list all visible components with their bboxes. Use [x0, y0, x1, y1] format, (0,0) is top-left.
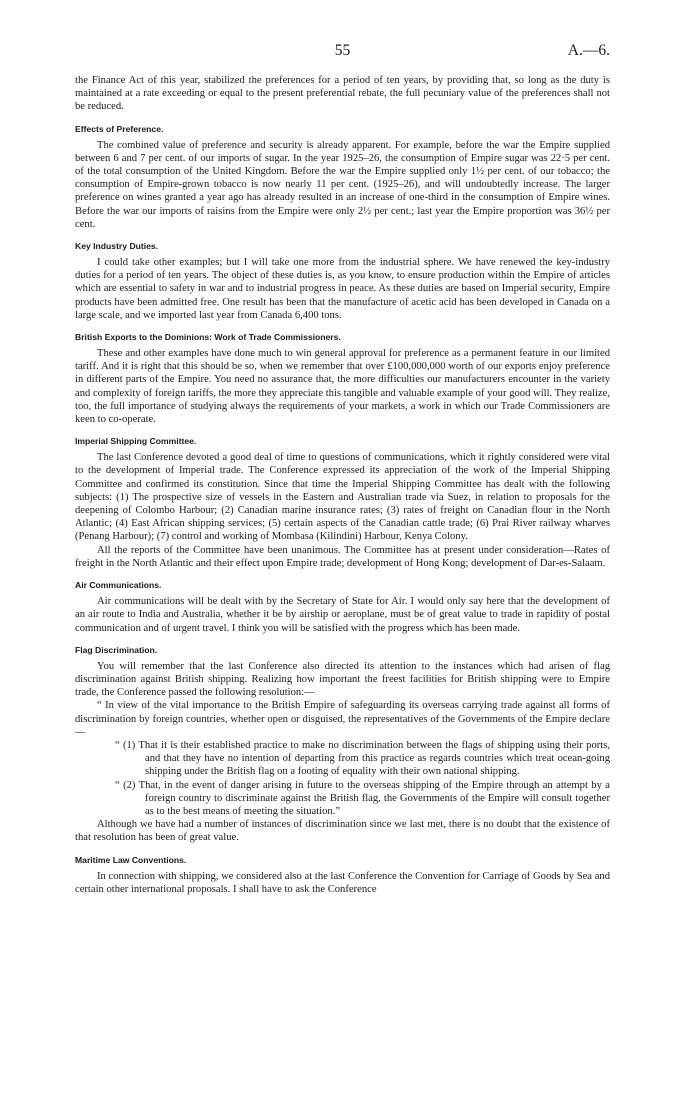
paragraph: These and other examples have done much to win general approval for preference as a permanent feature in our limited tariff. And it is right that this should be so, when we remember that over £100,000,000 worth of our exports enjoy preference in different parts of the Empire. You need no assurance that, the more difficulties our manufacturers encounter in the variety and complexity of foreign tariffs, the more they appreciate this tangible and valuable example of your good will. They realize, too, the full importance of studying always the requirements of your markets, a work in which our Trade Commissioners are keen to co-operate.	[75, 348, 610, 426]
section-heading: Imperial Shipping Committee.	[75, 436, 197, 447]
paragraph: All the reports of the Committee have been unanimous. The Committee has at present under consideration—Rates of freight in the North Atlantic and their effect upon Empire trade; development of Hong Kong; development of Dar-es-Salaam.	[75, 544, 610, 569]
section-heading: Maritime Law Conventions.	[75, 854, 187, 865]
paragraph: In connection with shipping, we considered also at the last Conference the Convention for Carriage of Goods by Sea and certain other international proposals. I shall have to ask the Conference	[75, 870, 610, 895]
paragraph: the Finance Act of this year, stabilized the preferences for a period of ten years, by providing that, so long as the duty is maintained at a rate exceeding or equal to the present preferential rebate, the full pecuniary value of the preferences shall not be reduced.	[75, 75, 610, 113]
resolution-item: “ (1) That it is their established practice to make no discrimination between the flags of shipping using their ports, and that they have no intention of departing from this practice as regards countries which treat ocean-going shipping under the British flag on a footing of equality with their own national shipping.	[115, 739, 610, 778]
section-heading: Air Communications.	[75, 580, 162, 591]
document-reference: A.—6.	[567, 42, 610, 59]
page-header	[75, 42, 610, 62]
section-heading: Flag Discrimination.	[75, 644, 158, 655]
paragraph: The last Conference devoted a good deal of time to questions of communications, which it rightly considered were vital to the development of Imperial trade. The Conference expressed its appreciation of the work of the Imperial Shipping Committee and confirmed its constitution. Since that time the Imperial Shipping Committee has dealt with the following subjects: (1) The prospective size of vessels in the Eastern and Australian trade via Suez, in relation to proposals for the deepening of Colombo Harbour; (2) Canadian marine insurance rates; (3) rates of freight on Canadian flour in the North Atlantic; (4) East African shipping services; (5) certain aspects of the Canadian cattle trade; (6) Prai River railway wharves (Penang Harbour); (7) control and working of Mombasa (Kilindini) Harbour, Kenya Colony.	[75, 452, 610, 543]
paragraph: You will remember that the last Conference also directed its attention to the instances which had arisen of flag discrimination against British shipping. Realizing how important the freest facilities for British shipping were to Empire trade, the Conference passed the following resolution:—	[75, 660, 610, 699]
section-heading: Effects of Preference.	[75, 123, 164, 134]
section-heading: British Exports to the Dominions: Work of Trade Commissioners.	[75, 332, 341, 343]
section-heading: Key Industry Duties.	[75, 241, 159, 252]
paragraph: Although we have had a number of instances of discrimination since we last met, there is no doubt that the existence of that resolution has been of great value.	[75, 819, 610, 844]
page-number: 55	[334, 42, 351, 59]
paragraph: The combined value of preference and security is already apparent. For example, before the war the Empire supplied between 6 and 7 per cent. of our imports of sugar. In the year 1925–26, the consumption of Empire sugar was 22·5 per cent. of the total consumption of the United Kingdom. Before the war the Empire supplied only 1½ per cent. of our tobacco; the consumption of Empire-grown tobacco is now nearly 11 per cent. (1925–26), and will undoubtedly increase. The larger preference on wines granted a year ago has already resulted in an increase of one-third in the consumption of Empire wines. Before the war our imports of raisins from the Empire were only 2½ per cent.; last year the Empire proportion was 36½ per cent.	[75, 139, 610, 230]
resolution-quote: “ In view of the vital importance to the British Empire of safeguarding its overseas carrying trade against all forms of discrimination by foreign countries, whether open or disguised, the representatives of the Governments of the Empire declare—	[75, 700, 610, 738]
resolution-item: “ (2) That, in the event of danger arising in future to the overseas shipping of the Empire through an attempt by a foreign country to discriminate against the British flag, the Governments of the Empire will consult together as to the best means of meeting the situation.”	[115, 779, 610, 817]
document-body	[75, 74, 610, 896]
paragraph: Air communications will be dealt with by the Secretary of State for Air. I would only say here that the development of an air route to India and Australia, whether it be by airship or aeroplane, must be of great value to trade in rapidity of postal communication and of urgent travel. I think you will be satisfied with the progress which has been made.	[75, 596, 610, 634]
paragraph: I could take other examples; but I will take one more from the industrial sphere. We have renewed the key-industry duties for a period of ten years. The object of these duties is, as you know, to ensure production within the Empire of articles which are essential to safety in war and to industrial progress in peace. As these duties are based on Imperial security, Empire products have been admitted free. One result has been that the manufacture of acetic acid has been developed in Canada on a large scale, and we imported last year from Canada 6,400 tons.	[75, 257, 610, 321]
